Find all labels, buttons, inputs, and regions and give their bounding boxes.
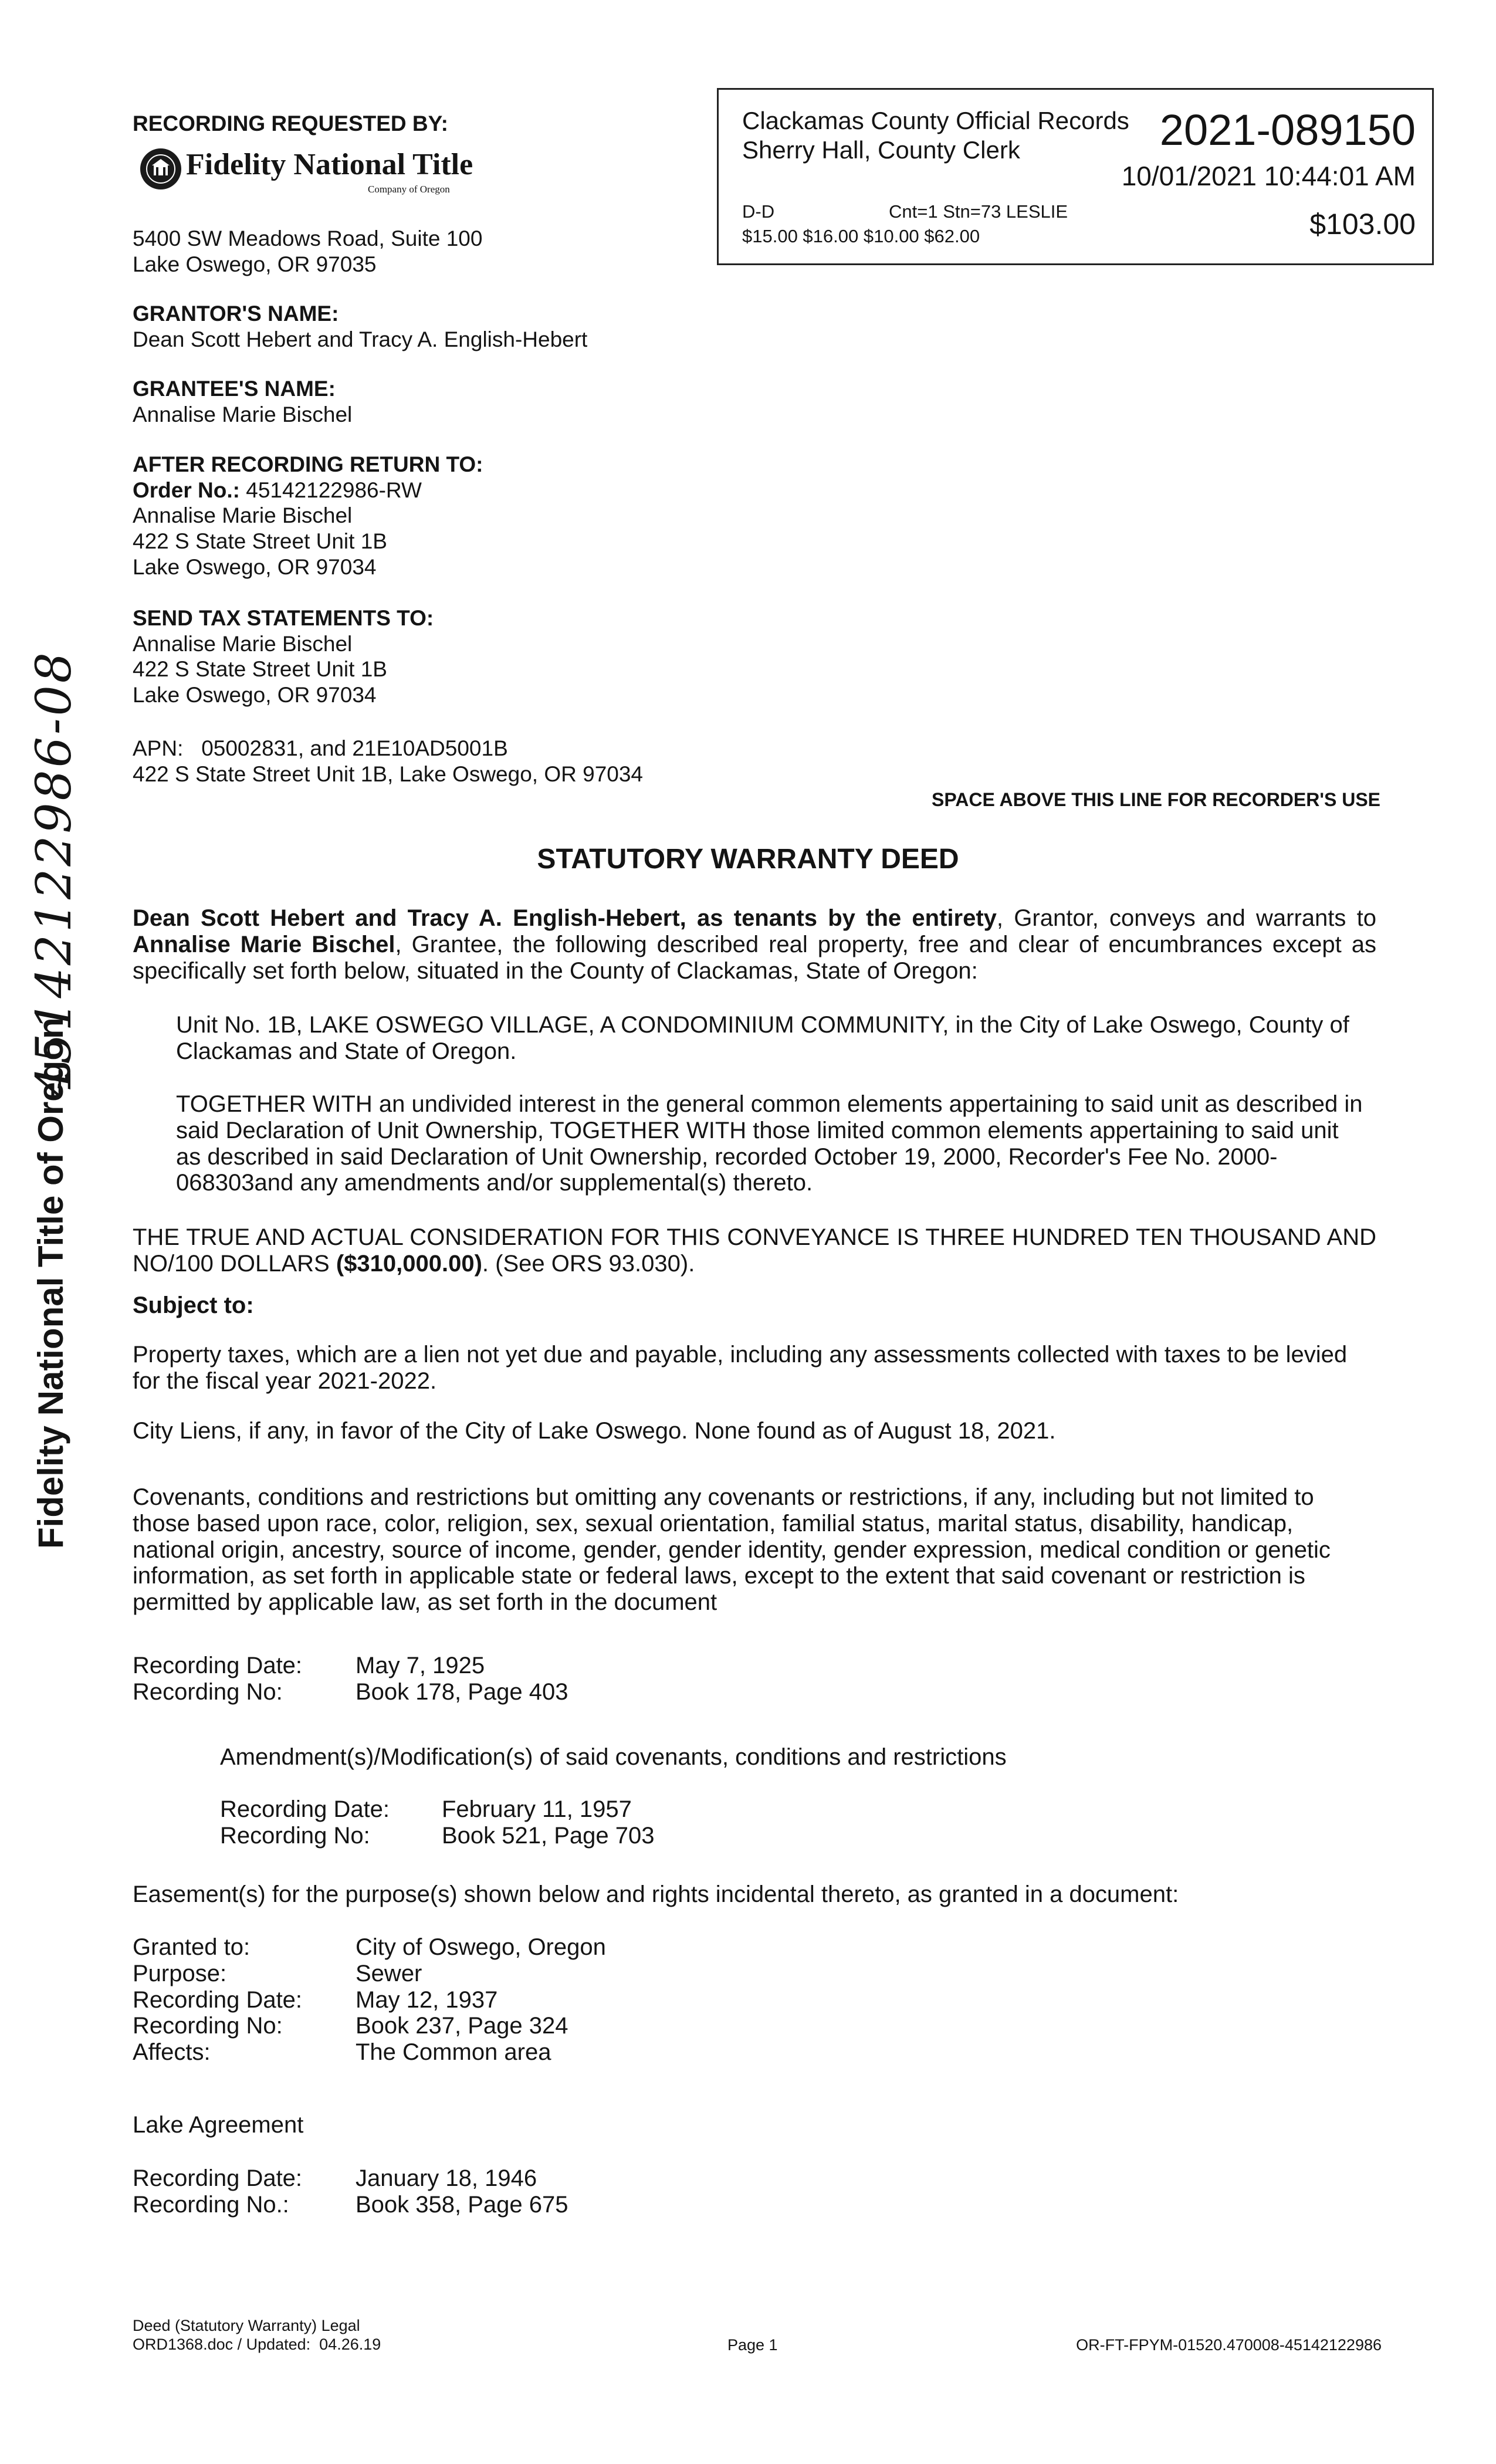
exception-property-taxes: Property taxes, which are a lien not yet due and payable, including any assessments collected with taxes to be levied for the fiscal year 2021-2022.: [133, 1342, 1348, 1394]
lake-agreement-recording-info: [133, 2165, 568, 2218]
document-type: D-D: [742, 201, 775, 222]
fidelity-seal-icon: [139, 147, 182, 191]
grantee-label: GRANTEE'S NAME:: [133, 377, 336, 401]
consideration-ors: . (See ORS 93.030).: [482, 1250, 695, 1277]
lake-recording-date-row: [133, 2165, 568, 2192]
grantors-bold: Dean Scott Hebert and Tracy A. English-Hebert, as tenants by the entirety: [133, 905, 997, 931]
recording-no-label: Recording No:: [133, 2013, 283, 2039]
apn-address: 422 S State Street Unit 1B, Lake Oswego, OR 97034: [133, 761, 644, 786]
recorder-count: Cnt=1 Stn=73 LESLIE: [889, 201, 1068, 222]
grantor-name: Dean Scott Hebert and Tracy A. English-Hebert: [133, 327, 588, 351]
after-recording-label: AFTER RECORDING RETURN TO:: [133, 452, 483, 476]
grantee-name: Annalise Marie Bischel: [133, 402, 353, 427]
covenants-recording-date-row: [133, 1653, 568, 1679]
exception-city-liens: City Liens, if any, in favor of the City of Lake Oswego. None found as of August 18, 2021.: [133, 1418, 1056, 1444]
consideration-amount: ($310,000.00): [336, 1250, 482, 1277]
order-label: Order No.:: [133, 478, 240, 502]
easement-intro: Easement(s) for the purpose(s) shown below and rights incidental thereto, as granted in a document:: [133, 1881, 1179, 1907]
legal-description-unit: Unit No. 1B, LAKE OSWEGO VILLAGE, A CONDOMINIUM COMMUNITY, in the City of Lake Oswego, County of Clackamas and State of Oregon.: [176, 1012, 1349, 1064]
amendment-recording-date-row: [220, 1796, 655, 1823]
recording-requested-by-label: RECORDING REQUESTED BY:: [133, 111, 448, 136]
order-number: 45142122986-RW: [246, 478, 422, 502]
recording-no-value: Book 178, Page 403: [356, 1678, 568, 1705]
easement-details: [133, 1934, 606, 2066]
amendment-recording-no-row: [220, 1823, 655, 1849]
recording-date-label: Recording Date:: [133, 2165, 303, 2191]
company-name: Fidelity National Title: [186, 148, 473, 181]
recording-date-label: Recording Date:: [133, 1986, 303, 2013]
return-to-block: [133, 452, 483, 580]
grantor-block: [133, 301, 587, 352]
affects-value: The Common area: [356, 2039, 551, 2066]
easement-affects-row: [133, 2039, 606, 2066]
recording-date-value: May 12, 1937: [356, 1986, 498, 2013]
recorder-office: [742, 106, 1129, 164]
amendment-recording-info: [220, 1796, 655, 1849]
footer-page-number: Page 1: [727, 2336, 778, 2354]
purpose-value: Sewer: [356, 1960, 422, 1986]
company-address-line-1: 5400 SW Meadows Road, Suite 100: [133, 226, 483, 251]
covenants-recording-no-row: [133, 1679, 568, 1705]
grantee-bold: Annalise Marie Bischel: [133, 931, 395, 957]
company-address-line-2: Lake Oswego, OR 97035: [133, 252, 377, 276]
recording-no-label: Recording No.:: [133, 2191, 289, 2218]
tax-name: Annalise Marie Bischel: [133, 631, 353, 656]
recorder-line-1: Clackamas County Official Records: [742, 107, 1129, 134]
consideration-text: THE TRUE AND ACTUAL CONSIDERATION FOR THIS CONVEYANCE IS THREE HUNDRED TEN THOUSAND AND NO/100 DOLLARS: [133, 1224, 1376, 1277]
recording-no-value: Book 358, Page 675: [356, 2191, 568, 2218]
grantee-block: [133, 376, 352, 427]
conveyance-rest: , Grantee, the following described real property, free and clear of encumbrances except as specifically set forth below, situated in the County of Clackamas, State of Oregon:: [133, 931, 1376, 984]
easement-recording-no-row: [133, 2013, 606, 2039]
recording-date-label: Recording Date:: [133, 1653, 303, 1678]
tax-statements-block: [133, 605, 434, 708]
consideration-paragraph: [133, 1224, 1376, 1277]
covenants-recording-info: [133, 1653, 568, 1705]
deed-title: STATUTORY WARRANTY DEED: [537, 844, 959, 875]
grantor-label: GRANTOR'S NAME:: [133, 302, 339, 326]
purpose-label: Purpose:: [133, 1960, 227, 1986]
apn-block: [133, 736, 643, 787]
granted-to-value: City of Oswego, Oregon: [356, 1934, 606, 1960]
exception-covenants: Covenants, conditions and restrictions but omitting any covenants or restrictions, if any, including but not limited to those based upon race, color, religion, sex, sexual orientation, familial status, marital status, disability, handicap, national origin, ancestry, source of income, gender, gender identity, gender expression, medical condition or genetic information, as set forth in applicable state or federal laws, except to the extent that said covenant or restriction is permitted by applicable law, as set forth in the document: [133, 1484, 1331, 1616]
subject-to-heading: Subject to:: [133, 1292, 254, 1318]
recording-date-value: February 11, 1957: [442, 1796, 632, 1822]
recording-fees: $15.00 $16.00 $10.00 $62.00: [742, 226, 980, 246]
easement-granted-row: [133, 1934, 606, 1961]
recording-date-value: May 7, 1925: [356, 1653, 485, 1678]
recording-total: $103.00: [1309, 208, 1416, 241]
recorder-use-line: SPACE ABOVE THIS LINE FOR RECORDER'S USE: [931, 789, 1380, 810]
return-address-line-1: 422 S State Street Unit 1B: [133, 529, 387, 553]
recording-date-label: Recording Date:: [220, 1796, 390, 1822]
recorder-line-2: Sherry Hall, County Clerk: [742, 136, 1020, 164]
footer-form-file: ORD1368.doc / Updated: 04.26.19: [133, 2336, 381, 2354]
recording-no-label: Recording No:: [220, 1822, 370, 1849]
return-address-line-2: Lake Oswego, OR 97034: [133, 554, 377, 579]
footer-form-name: Deed (Statutory Warranty) Legal: [133, 2317, 360, 2334]
company-logo: [139, 144, 491, 214]
company-address: [133, 226, 482, 277]
footer-document-code: OR-FT-FPYM-01520.470008-45142122986: [1076, 2336, 1382, 2354]
document-number: 2021-089150: [1159, 106, 1416, 154]
granted-to-label: Granted to:: [133, 1934, 251, 1960]
conveyance-mid: , Grantor, conveys and warrants to: [996, 905, 1377, 931]
tax-address-line-2: Lake Oswego, OR 97034: [133, 682, 377, 707]
recorder-stamp-box: [717, 88, 1434, 265]
easement-purpose-row: [133, 1961, 606, 1987]
apn-line: APN: 05002831, and 21E10AD5001B: [133, 736, 508, 760]
lake-agreement-heading: Lake Agreement: [133, 2112, 304, 2138]
recording-no-value: Book 521, Page 703: [442, 1822, 655, 1849]
recording-datetime: 10/01/2021 10:44:01 AM: [1121, 161, 1416, 191]
legal-description-common-elements: TOGETHER WITH an undivided interest in the general common elements appertaining to said unit as described in said Declaration of Unit Ownership, TOGETHER WITH those limited common elements appertaining to said unit as described in said Declaration of Unit Ownership, recorded October 19, 2000, Recorder's Fee No. 2000-068303and any amendments and/or supplemental(s) thereto.: [176, 1091, 1363, 1196]
lake-recording-no-row: [133, 2192, 568, 2218]
conveyance-paragraph: [133, 905, 1376, 984]
amendment-heading: Amendment(s)/Modification(s) of said covenants, conditions and restrictions: [220, 1744, 1007, 1770]
vertical-company-stamp: Fidelity National Title of Oregon: [31, 1017, 70, 1549]
tax-statements-label: SEND TAX STATEMENTS TO:: [133, 606, 434, 630]
footer-form-info: [133, 2316, 381, 2354]
company-subtitle: Company of Oregon: [368, 184, 450, 195]
return-name: Annalise Marie Bischel: [133, 503, 353, 528]
recording-no-label: Recording No:: [133, 1678, 283, 1705]
affects-label: Affects:: [133, 2039, 211, 2066]
recording-date-value: January 18, 1946: [356, 2165, 537, 2191]
easement-recording-date-row: [133, 1987, 606, 2013]
tax-address-line-1: 422 S State Street Unit 1B: [133, 657, 387, 682]
handwritten-order-number: 45142122986-08: [26, 650, 82, 1097]
recording-no-value: Book 237, Page 324: [356, 2013, 568, 2039]
